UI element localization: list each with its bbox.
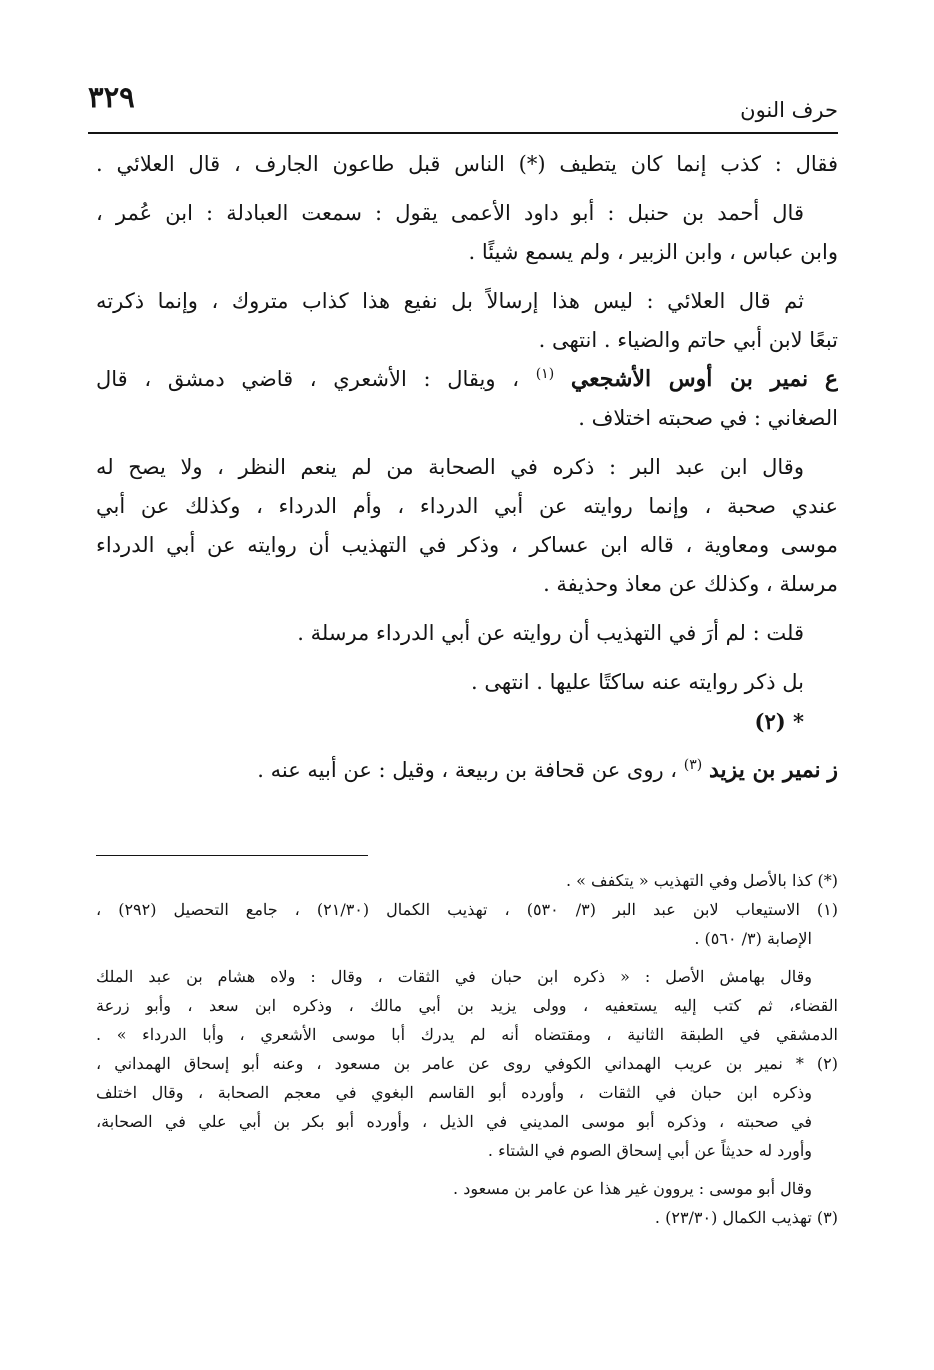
asterisk-entry-marker: * (٢) xyxy=(754,709,804,734)
footnote-ref: (١) xyxy=(535,366,555,382)
footnote: (٣) تهذيب الكمال (٢٣/٣٠) . xyxy=(654,1208,838,1227)
text-line: مرسلة ، وكذلك عن معاذ وحذيفة . xyxy=(543,572,838,596)
footnote: (*) كذا بالأصل وفي التهذيب « يتكفف » . xyxy=(565,871,838,890)
footnote-cont: في صحبته ، وذكره أبو موسى المديني في الذيل ، وأورده أبو بكر بن أبي علي في الصحابة، xyxy=(96,1112,812,1131)
footnote-cont: وقال بهامش الأصل : « ذكره ابن حبان في الثقات ، وقال : ولاه هشام بن عبد الملك xyxy=(96,967,812,986)
text-line: قلت : لم أرَ في التهذيب أن روايته عن أبي الدرداء مرسلة . xyxy=(297,621,804,645)
footnote-cont: الإصابة (٣/ ٥٦٠) . xyxy=(694,929,812,948)
entry-name: نمير بن يزيد xyxy=(708,757,821,783)
footnote-cont: وذكره ابن حبان في الثقات ، وأورده أبو القاسم البغوي في معجم الصحابة ، وقال اختلف xyxy=(96,1083,812,1102)
text-line: بل ذكر روايته عنه ساكتًا عليها . انتهى . xyxy=(471,670,804,694)
footnote-cont: وأورد له حديثاً عن أبي إسحاق الصوم في الشتاء . xyxy=(487,1141,812,1160)
header-rule xyxy=(88,132,838,134)
running-title: حرف النون xyxy=(740,98,838,122)
footnotes xyxy=(96,866,838,1232)
text-line: فقال : كذب إنما كان يتطيف (*) الناس قبل طاعون الجارف ، قال العلائي . xyxy=(96,152,838,176)
text-line: وابن عباس ، وابن الزبير ، ولم يسمع شيئًا . xyxy=(468,240,838,264)
text-line: وقال ابن عبد البر : ذكره في الصحابة من لم ينعم النظر ، ولا يصح له xyxy=(96,455,804,479)
main-text xyxy=(96,145,838,790)
footnote: (٢) * نمير بن عريب الهمداني الكوفي روى عن عامر بن مسعود ، وعنه أبو إسحاق الهمداني ، xyxy=(96,1054,838,1073)
entry-heading-line xyxy=(96,360,838,399)
footnote-ref: (٣) xyxy=(683,757,703,773)
footnote-cont: وقال أبو موسى : يروون غير هذا عن عامر بن مسعود . xyxy=(453,1179,812,1198)
page-number: ٣٢٩ xyxy=(88,80,135,114)
text-line: تبعًا لابن أبي حاتم والضياء . انتهى . xyxy=(538,328,838,352)
footnote-cont: الدمشقي في الطبقة الثانية ، ومقتضاه أنه لم يدرك أبا موسى الأشعري ، وأبا الدرداء » . xyxy=(96,1025,838,1044)
text-line: عندي صحبة ، وإنما روايته عن أبي الدرداء ، وأم الدرداء ، وكذلك عن أبي xyxy=(96,494,838,518)
entry-name: نمير بن أوس الأشجعي xyxy=(570,366,809,392)
entry-text: ، روى عن قحافة بن ربيعة ، وقيل : عن أبيه عنه . xyxy=(257,758,678,782)
footnote-rule xyxy=(96,855,368,856)
text-line: الصغاني : في صحبته اختلاف . xyxy=(578,406,838,430)
text-line: موسى ومعاوية ، قاله ابن عساكر ، وذكر في التهذيب أن روايته عن أبي الدرداء xyxy=(96,533,838,557)
entry-siglum: ز xyxy=(827,757,838,783)
text-line: ثم قال العلائي : ليس هذا إرسالاً بل نفيع هذا كذاب متروك ، وإنما ذكرته xyxy=(96,289,804,313)
entry-text: ، ويقال : الأشعري ، قاضي دمشق ، قال xyxy=(96,367,519,391)
text-line: قال أحمد بن حنبل : أبو داود الأعمى يقول : سمعت العبادلة : ابن عُمر ، xyxy=(96,201,804,225)
entry-siglum: ع xyxy=(824,366,838,392)
footnote: (١) الاستيعاب لابن عبد البر (٣/ ٥٣٠) ، تهذيب الكمال (٢١/٣٠) ، جامع التحصيل (٢٩٢) ، xyxy=(96,900,838,919)
footnote-cont: القضاء، ثم كتب إليه يستعفيه ، وولى يزيد بن أبي مالك ، وذكره ابن سعد ، وأبو زرعة xyxy=(96,996,838,1015)
entry-heading-line xyxy=(96,751,838,790)
